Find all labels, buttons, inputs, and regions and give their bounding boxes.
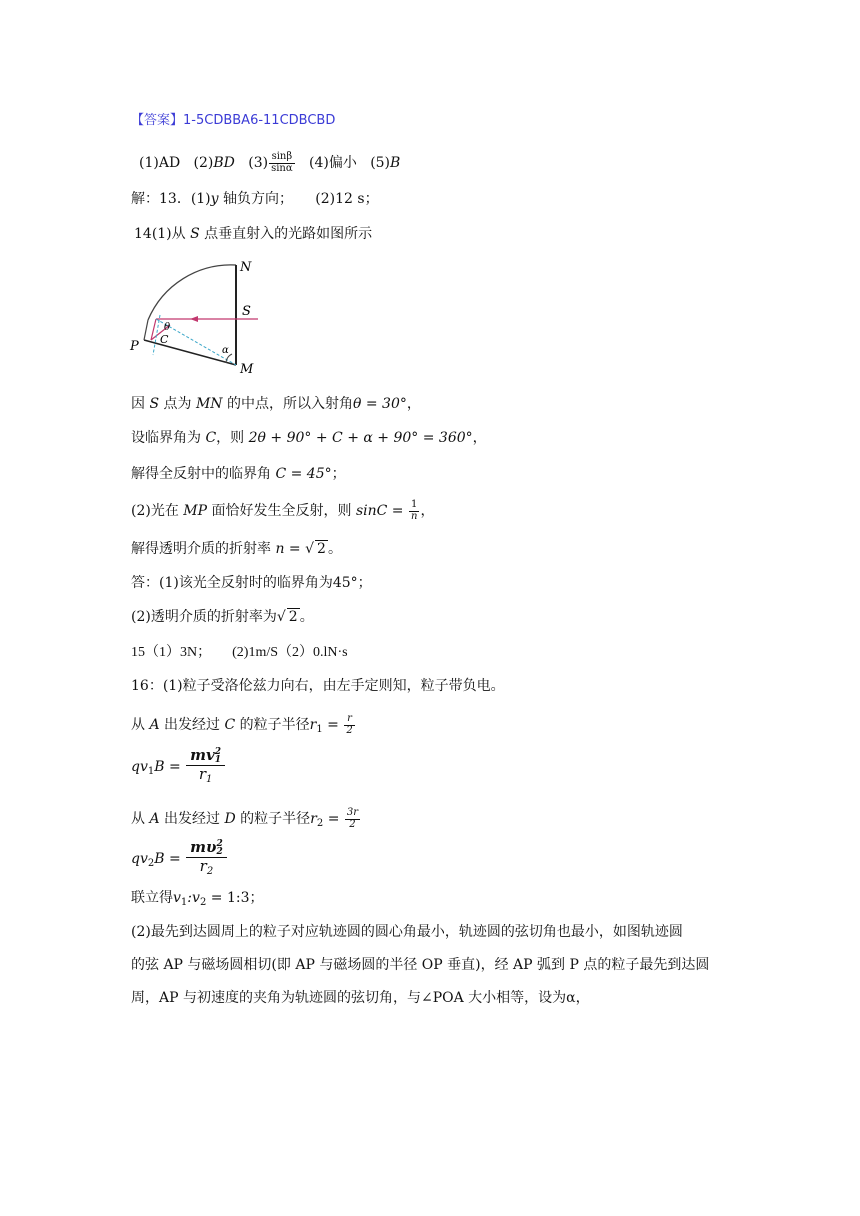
q12-line xyxy=(139,152,400,174)
t: 设临界角为 xyxy=(131,430,206,446)
t: 2 xyxy=(317,541,326,557)
t: 1 xyxy=(180,897,188,908)
answer-line xyxy=(131,113,335,129)
t: 2 xyxy=(206,866,214,878)
q14-line3 xyxy=(131,466,346,483)
t: 。 xyxy=(299,609,314,625)
t: 周，AP 与初速度的夹角为轨迹圆的弦切角，与∠POA 大小相等，设为α， xyxy=(131,990,590,1006)
t: qv xyxy=(131,850,148,867)
arc-boundary xyxy=(148,265,236,320)
q13-prefix: 解：13．(1) xyxy=(131,191,211,207)
q12-part5-num: (5) xyxy=(370,155,391,171)
q14-line2 xyxy=(131,430,487,447)
t: = xyxy=(323,811,344,827)
q12-part2-num: (2) xyxy=(193,155,214,171)
t: 答：(1)该光全反射时的临界角为 xyxy=(131,575,333,591)
t: sinC = xyxy=(355,503,408,519)
q16-line2 xyxy=(131,714,356,736)
q16-line1 xyxy=(131,678,505,695)
q12-part4: (4)偏小 xyxy=(308,155,357,171)
t: ， xyxy=(406,396,421,412)
q12-part3-num: (3) xyxy=(248,155,269,171)
q16-p2-line2 xyxy=(131,957,709,974)
t: r xyxy=(198,765,206,784)
q12-frac-den: sinα xyxy=(271,162,293,174)
q12-part3-fraction xyxy=(269,152,295,174)
t: qv xyxy=(131,758,148,775)
q16-line3 xyxy=(131,808,361,830)
q14-line4 xyxy=(131,500,434,522)
q16-eq2 xyxy=(131,840,228,878)
q14-line1 xyxy=(131,396,421,413)
t: 解得透明介质的折射率 xyxy=(131,541,276,557)
q16-eq1-frac xyxy=(186,748,225,786)
q16-eq2-frac xyxy=(186,840,227,878)
t: MN xyxy=(195,396,223,412)
t: D xyxy=(224,811,236,827)
t: n xyxy=(410,510,418,522)
label-s: S xyxy=(242,304,251,319)
t: 从 xyxy=(131,717,150,733)
t: 2 xyxy=(346,724,353,736)
q14-intro-pre: 14(1)从 xyxy=(134,226,191,242)
t: 2 xyxy=(349,818,356,830)
q12-frac-num: sinβ xyxy=(269,152,295,164)
label-alpha: α xyxy=(222,345,229,356)
q16-p2-line3 xyxy=(131,990,590,1007)
q14-line7: (2)透明介质的折射率为√ 2 。 xyxy=(131,609,314,625)
t: C xyxy=(224,717,236,733)
t: 面恰好发生全反射，则 xyxy=(207,503,356,519)
q14-line5: 解得透明介质的折射率 n = √ 2 。 xyxy=(131,541,342,557)
label-n: N xyxy=(240,260,252,275)
t: 45° xyxy=(332,575,358,591)
label-c: C xyxy=(160,333,169,346)
t: v xyxy=(173,890,181,906)
optics-figure xyxy=(128,255,263,380)
t: 出发经过 xyxy=(159,717,225,733)
q14-intro-post: 点垂直射入的光路如图所示 xyxy=(199,226,373,242)
t: 的中点，所以入射角 xyxy=(222,396,353,412)
t: 联立得 xyxy=(131,890,173,906)
t: :v xyxy=(187,890,200,906)
t: 16：(1)粒子受洛伦兹力向右，由左手定则知，粒子带负电。 xyxy=(131,678,505,694)
q16-p2-line1 xyxy=(131,924,683,941)
answer-keys: 1-5CDBBA6-11CDBCBD xyxy=(183,113,336,128)
q14-frac xyxy=(409,500,419,522)
t: C xyxy=(205,430,217,446)
t: θ = 30° xyxy=(353,396,407,412)
q15-text1: 15（1）3N； xyxy=(131,645,212,660)
q16-frac1 xyxy=(344,714,354,736)
t: ； xyxy=(357,575,372,591)
t: 3r xyxy=(346,807,359,818)
t: 2 xyxy=(199,897,207,908)
t: 1 xyxy=(147,765,155,777)
t: MP xyxy=(183,503,208,519)
t: 1 xyxy=(409,500,419,512)
t: 1 xyxy=(206,774,213,786)
t: ， xyxy=(472,430,487,446)
t: ； xyxy=(249,890,264,906)
t: 2 xyxy=(214,747,222,757)
q13-text2: (2)12 s； xyxy=(315,191,379,207)
q14-intro-var: S xyxy=(190,226,200,242)
t: r xyxy=(310,811,317,827)
t: 1 xyxy=(214,755,222,766)
t: B = xyxy=(154,758,186,775)
t: 2θ + 90° + C + α + 90° = 360° xyxy=(248,430,473,446)
p-edge xyxy=(144,320,148,340)
t: A xyxy=(149,717,160,733)
t: 因 xyxy=(131,396,150,412)
q16-frac2 xyxy=(345,808,360,830)
t: (2)光在 xyxy=(131,503,184,519)
q12-part5-val: B xyxy=(390,155,401,171)
t: n = xyxy=(275,541,306,557)
ray-arrow-icon xyxy=(190,316,198,322)
q13-line xyxy=(131,191,379,208)
q15-text2: (2)1m/S（2）0.lN·s xyxy=(232,645,348,660)
t: = 1:3 xyxy=(206,890,250,906)
t: 1 xyxy=(316,724,323,735)
t: ； xyxy=(331,466,346,482)
q16-line4 xyxy=(131,890,263,909)
t: ，则 xyxy=(216,430,249,446)
t: B = xyxy=(154,850,186,867)
t: 2 xyxy=(288,609,298,625)
label-p: P xyxy=(130,339,139,354)
t: mυ xyxy=(190,838,217,857)
label-m: M xyxy=(240,362,254,377)
t: 2 xyxy=(216,839,223,849)
t: 的弦 AP 与磁场圆相切(即 AP 与磁场圆的半径 OP 垂直)，经 AP 弧到 P 点的粒子最先到达圆 xyxy=(131,957,710,973)
q12-part2-val: BD xyxy=(213,155,235,171)
t: 从 xyxy=(131,811,150,827)
t: 2 xyxy=(316,818,324,829)
t: S xyxy=(149,396,160,412)
answer-label: 【答案】 xyxy=(131,113,184,128)
t: (2)透明介质的折射率为 xyxy=(131,609,277,625)
t: 2 xyxy=(147,857,155,869)
q14-intro xyxy=(134,226,372,243)
t: mv xyxy=(190,746,215,765)
t: r xyxy=(199,857,207,876)
label-theta: θ xyxy=(164,322,171,333)
t: 的粒子半径 xyxy=(235,811,311,827)
t: (2)最先到达圆周上的粒子对应轨迹圆的圆心角最小，轨迹圆的弦切角也最小，如图轨迹圆 xyxy=(131,924,683,940)
t: C = 45° xyxy=(275,466,332,482)
t: ， xyxy=(420,503,435,519)
q13-var: y xyxy=(210,191,219,207)
t: = xyxy=(322,717,344,733)
t: 点为 xyxy=(159,396,196,412)
q12-part1: (1)AD xyxy=(139,155,181,171)
t: 解得全反射中的临界角 xyxy=(131,466,276,482)
t: r xyxy=(344,714,354,726)
normal-line-2 xyxy=(153,315,160,355)
q13-text1: 轴负方向； xyxy=(218,191,294,207)
t: A xyxy=(149,811,160,827)
q16-eq1 xyxy=(131,748,226,786)
t: 2 xyxy=(216,847,223,858)
t: 的粒子半径 xyxy=(235,717,310,733)
t: 出发经过 xyxy=(159,811,225,827)
q14-line6 xyxy=(131,575,372,592)
q15-line xyxy=(131,645,348,662)
t: r xyxy=(309,717,317,733)
t: 。 xyxy=(327,541,342,557)
